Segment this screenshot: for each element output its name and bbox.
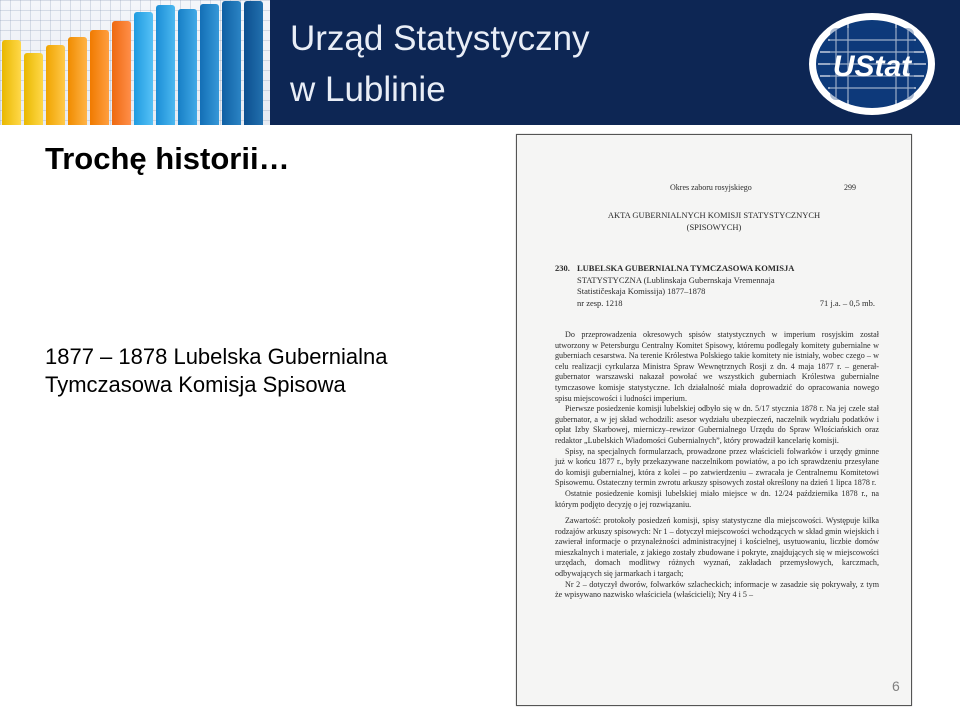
scan-paragraph: Do przeprowadzenia okresowych spisów statystycznych w imperium rosyjskim został utworzony w Petersburgu Centralny Komitet Spisowy, któremu podlegały komitety gubernialne w guberniach cesarstwa. Na terenie Królestwa Polskiego takie komitety nie istniały, wobec czego – w celu realizacji cyrkularza Ministra Spraw Wewnętrznych Rosji z dn. 4 maja 1877 r. – generał-gubernator warszawski nakazał powołać we wszystkich guberniach Królestwa gubernialne tymczasowe komisje statystyczne. Ich działalność miała doprowadzić do opracowania nowego spisu miejscowości i ludności imperium. <box>555 330 879 403</box>
scanned-document-page <box>516 134 912 706</box>
scan-paragraph: Nr 2 – dotyczył dworów, folwarków szlacheckich; informacje w zasadzie się pokrywały, z tym że wpisywano nazwisko właściciela (właścicieli); Nry 4 i 5 – <box>555 579 879 600</box>
scan-body-text <box>555 330 879 601</box>
scan-paragraph: Zawartość: protokoły posiedzeń komisji, spisy statystyczne dla miejscowości. Występuje kilka rodzajów arkuszy spisowych: Nr 1 – dotyczył miejscowości wchodzących w skład gmin wiejskich i zawierał informacje o przynależności administracyjnej i kościelnej, usytuowaniu, liczbie domów mieszkalnych i materiale, z jakiego zostały zbudowane i pokryte, znajdujących się w miejscowości urzędach, domach modlitwy różnych wyznań, zakładach przemysłowych, karczmach, odbywających się jarmarkach i targach; <box>555 516 879 579</box>
scan-paragraph: Ostatnie posiedzenie komisji lubelskiej miało miejsce w dn. 12/24 października 1878 r., na którym podjęto decyzję o jej rozwiązaniu. <box>555 488 879 509</box>
scan-fond-info: nr zesp. 1218 71 j.a. – 0,5 mb. <box>577 297 875 308</box>
statistics-bars-graphic <box>0 0 270 125</box>
scan-header-left: Okres zaboru rosyjskiego <box>670 183 752 192</box>
description-line-2: Tymczasowa Komisja Spisowa <box>45 372 346 397</box>
logo-lettering: UStat <box>832 50 912 83</box>
scan-entry-heading: 230. LUBELSKA GUBERNIALNA TYMCZASOWA KOMISJA STATYSTYCZNA (Lublinskaja Gubernskaja Vremennaja Statističeskaja Komissija) 1877–1878 nr zesp. 1218 71 j.a. – 0,5 mb. <box>555 263 875 308</box>
scan-page-number: 299 <box>844 183 856 192</box>
header-banner <box>0 0 960 125</box>
scan-section-title: AKTA GUBERNIALNYCH KOMISJI STATYSTYCZNYCH (SPISOWYCH) <box>607 210 821 232</box>
slide-description <box>45 343 485 399</box>
organization-city: w Lublinie <box>290 70 446 109</box>
scan-paragraph: Pierwsze posiedzenie komisji lubelskiej odbyło się w dn. 5/17 stycznia 1878 r. Na jej czele stał gubernator, a w jej skład wchodzili: asesor wydziału ubezpieczeń, naczelnik wydziału podatków i opłat Izby Skarbowej, mierniczy–rewizor Gubernialnego Urzędu do Spraw Włościańskich oraz redaktor „Lubelskich Wiadomości Gubernialnych”, który prowadził kancelarię komisji. <box>555 404 879 445</box>
scan-entry-number: 230. <box>555 263 570 273</box>
slide-title: Trochę historii… <box>45 141 290 176</box>
organization-name: Urząd Statystyczny <box>290 19 590 58</box>
slide-page-number: 6 <box>892 678 900 694</box>
ustat-logo <box>806 10 938 118</box>
scan-paragraph: Spisy, na specjalnych formularzach, prowadzone przez właścicieli folwarków i urzędy gminne już w końcu 1877 r., były przekazywane naczelnikom powiatów, a po ich sprawdzeniu przesyłane do komisji gubernialnej, która z kolei – po zatwierdzeniu – zwracała je Centralnemu Komitetowi Spisowemu. Ostateczny termin zwrotu arkuszy spisowych został określony na dzień 1 lipca 1878 r. <box>555 446 879 488</box>
description-line-1: 1877 – 1878 Lubelska Gubernialna <box>45 344 388 369</box>
